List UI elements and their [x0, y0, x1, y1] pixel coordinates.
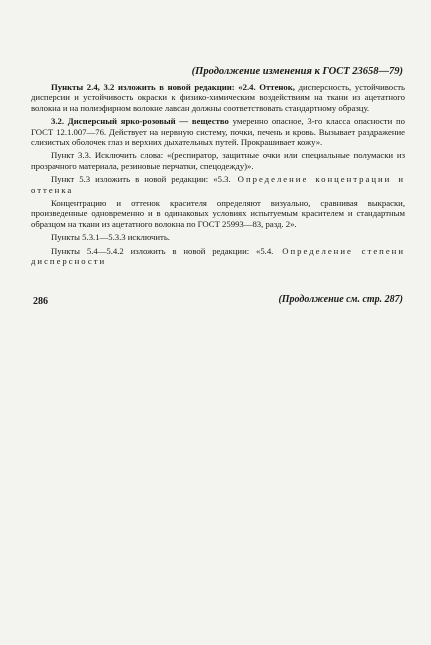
- document-body: [31, 82, 405, 270]
- paragraph-5-3-lead: Пункт 5.3 изложить в новой редакции: «5.3.: [51, 174, 231, 185]
- page-number: 286: [33, 296, 48, 307]
- paragraph-5-4: [31, 246, 405, 267]
- paragraph-2-4: [31, 82, 405, 113]
- continuation-header: (Продолжение изменения к ГОСТ 23658—79): [191, 66, 403, 77]
- paragraph-5-4-heading: Определение степени дисперсности: [31, 245, 405, 267]
- paragraph-5-3-1: Пункты 5.3.1—5.3.3 исключить.: [51, 232, 170, 243]
- paragraph-concentration: Концентрацию и оттенок красителя определяют визуально, сравнивая выкраски, произведенные одновременно и в одинаковых условиях испытуемым красителем и стандартным образцом на ткани из ацетатного волокна по ГОСТ 25993—83, разд. 2».: [31, 198, 405, 229]
- paragraph-2-4-lead: Пункты 2.4, 3.2 изложить в новой редакции: «2.4. Оттенок,: [51, 82, 295, 92]
- paragraph-5-3-heading: Определение концентрации и оттенка: [31, 174, 405, 195]
- paragraph-3-2-lead: 3.2. Дисперсный ярко-розовый — вещество: [51, 116, 229, 127]
- paragraph-3-3: Пункт 3.3. Исключить слова: «(респиратор, защитные очки или специальные полумаски из прозрачного материала, резиновые перчатки, спецодежду)».: [31, 150, 405, 171]
- paragraph-2-4-text: дисперсность, устойчивость дисперсии и устойчивость окраски к физико-химическим воздействиям на ткани из ацетатного волокна и на полиэфирном волокне лавсан должны соответствовать стандартному образцу.: [31, 82, 405, 113]
- paragraph-3-2-text: умеренно опасное, 3-го класса опасности по ГОСТ 12.1.007—76. Действует на нервную систему, почки, печень и кровь. Вызывает раздражение слизистых оболочек глаз и верхних дыхательных путей. Прокрашивает кожу».: [31, 116, 405, 148]
- paragraph-5-3: [31, 174, 405, 195]
- paragraph-3-2: [31, 116, 405, 147]
- continuation-footer: (Продолжение см. стр. 287): [278, 294, 403, 305]
- paragraph-5-4-lead: Пункты 5.4—5.4.2 изложить в новой редакции: «5.4.: [51, 245, 274, 256]
